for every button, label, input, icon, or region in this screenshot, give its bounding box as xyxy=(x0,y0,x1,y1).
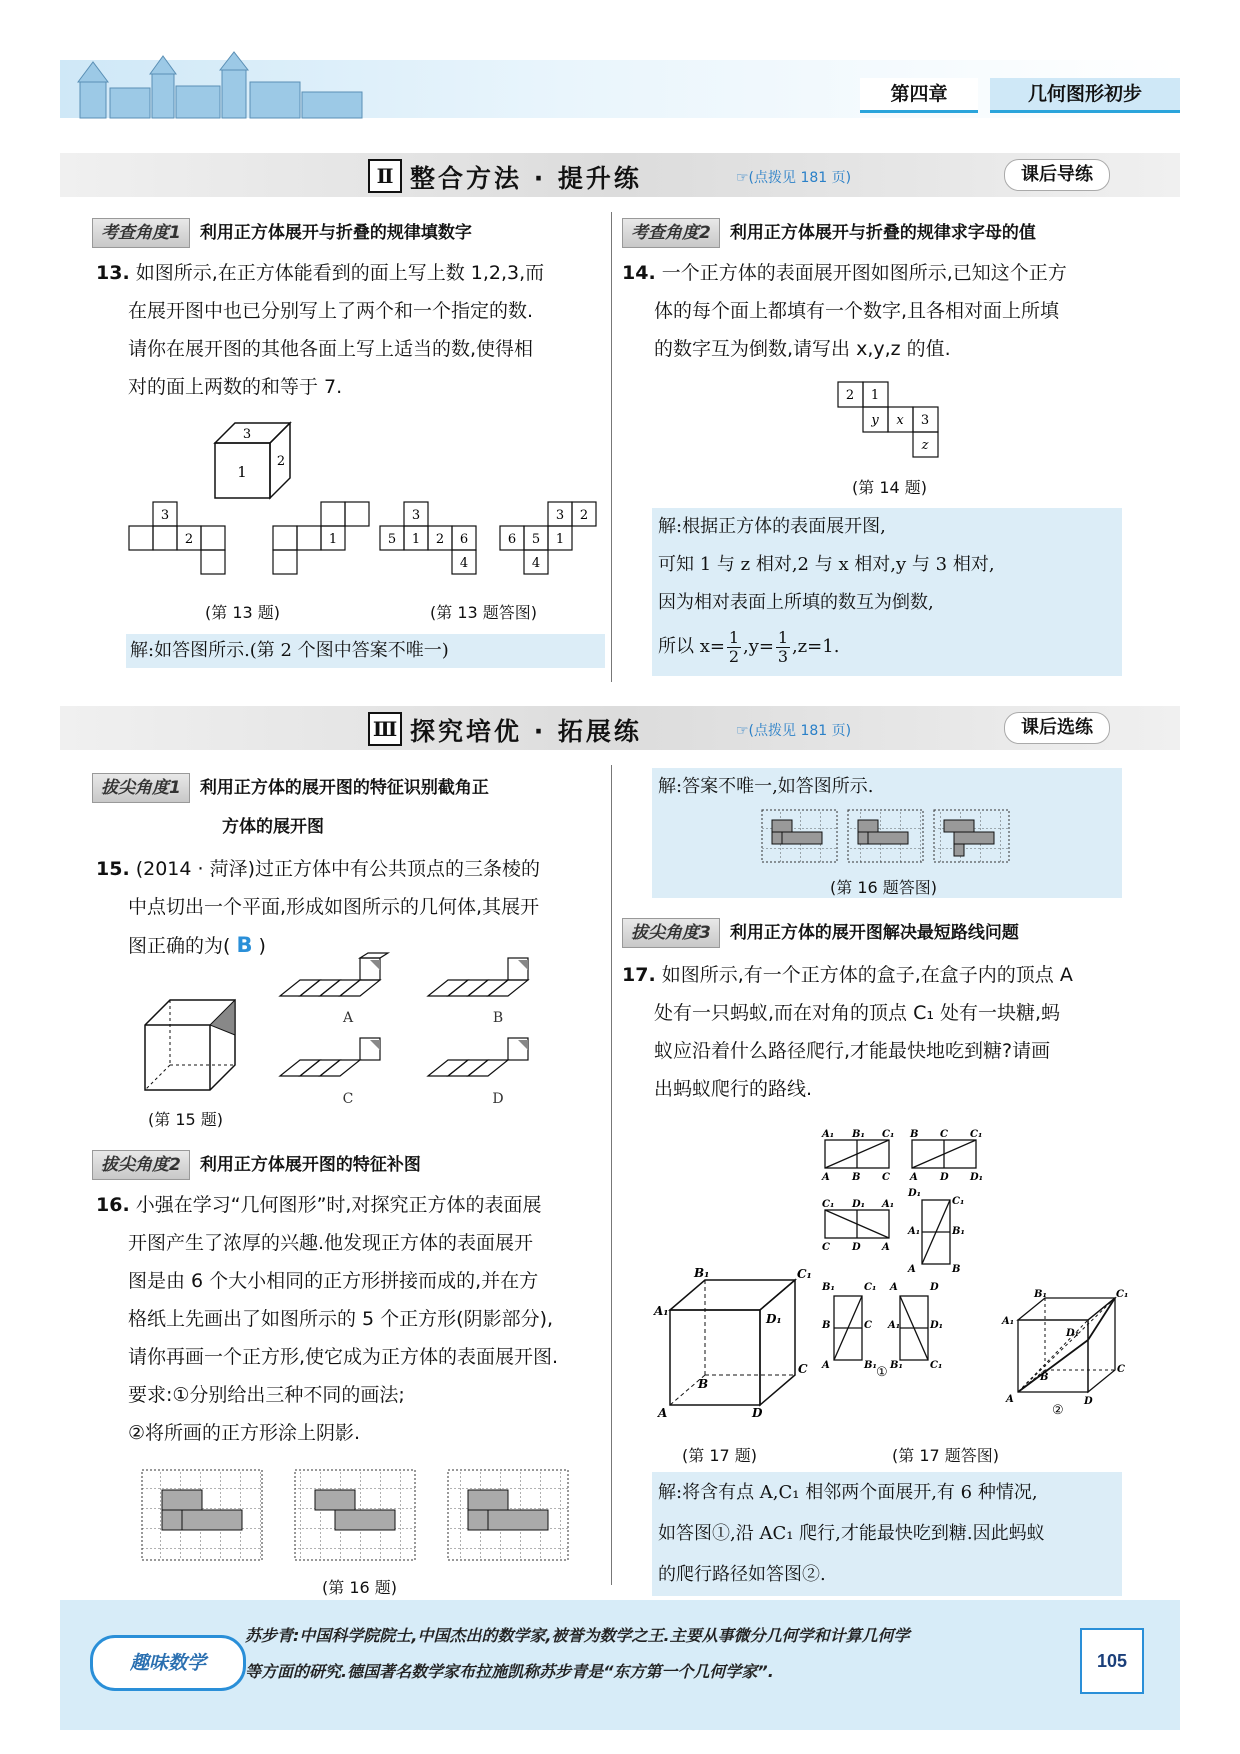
section-2-tag: 课后导练 xyxy=(1004,159,1110,191)
section-3-reference: ☞(点拨见 181 页) xyxy=(736,723,852,739)
footer-note-line: 等方面的研究.德国著名数学家布拉施凯称苏步青是“东方第一个几何学家”. xyxy=(245,1662,774,1681)
aspect-1-heading xyxy=(92,218,472,246)
svg-text:A: A xyxy=(1006,1394,1014,1405)
svg-text:B: B xyxy=(852,1172,861,1183)
aspect-3-label: 拔尖角度1 xyxy=(92,773,190,803)
svg-text:C₁: C₁ xyxy=(1116,1289,1129,1300)
aspect-5-heading xyxy=(622,918,1019,946)
svg-text:C: C xyxy=(1117,1364,1125,1375)
svg-text:A₁: A₁ xyxy=(908,1226,921,1237)
svg-text:B₁: B₁ xyxy=(694,1266,710,1280)
fraction-numerator: 1 xyxy=(777,627,789,647)
q17-caption: (第 17 题) xyxy=(682,1446,758,1465)
question-14-line: 的数字互为倒数,请写出 x,y,z 的值. xyxy=(654,338,951,360)
q14-final-prefix: 所以 x= xyxy=(658,636,725,657)
q16-caption: (第 16 题) xyxy=(322,1578,398,1597)
q13-nets-figure xyxy=(126,500,606,575)
fraction-y xyxy=(776,629,790,666)
svg-text:2: 2 xyxy=(435,532,445,547)
svg-text:A₁: A₁ xyxy=(822,1129,835,1140)
svg-text:2: 2 xyxy=(276,454,286,469)
svg-text:4: 4 xyxy=(459,556,469,571)
fraction-numerator: 1 xyxy=(728,627,740,647)
section-3-title: 探究培优 · 拓展练 xyxy=(410,717,642,746)
svg-text:B: B xyxy=(822,1320,831,1331)
svg-text:1: 1 xyxy=(328,532,338,547)
svg-text:4: 4 xyxy=(531,556,541,571)
question-15-number: 15. xyxy=(96,858,130,880)
svg-text:C: C xyxy=(882,1172,890,1183)
q17-solution-line: 解:将含有点 A,C₁ 相邻两个面展开,有 6 种情况, xyxy=(658,1482,1038,1503)
question-16-line: 开图产生了浓厚的兴趣.他发现正方体的表面展开 xyxy=(128,1232,534,1254)
question-16-line: 请你再画一个正方形,使它成为正方体的表面展开图. xyxy=(128,1346,559,1368)
footer-note-line: 苏步青:中国科学院院士,中国杰出的数学家,被誉为数学之王.主要从事微分几何学和计算几何学 xyxy=(245,1626,910,1645)
svg-text:A₁: A₁ xyxy=(654,1304,669,1318)
page-number: 105 xyxy=(1080,1628,1144,1694)
section-3-roman: Ⅲ xyxy=(368,712,402,746)
svg-text:C₁: C₁ xyxy=(797,1267,812,1281)
aspect-1-text: 利用正方体展开与折叠的规律填数字 xyxy=(199,223,472,243)
svg-text:D₁: D₁ xyxy=(908,1188,922,1199)
svg-text:A: A xyxy=(882,1242,890,1253)
svg-text:B: B xyxy=(1040,1372,1049,1383)
question-17 xyxy=(622,956,1137,1108)
question-14 xyxy=(622,254,1137,368)
aspect-4-label: 拔尖角度2 xyxy=(92,1150,190,1180)
aspect-4-heading xyxy=(92,1150,421,1178)
q15-truncated-cube xyxy=(140,995,250,1105)
question-15-line: (2014 · 菏泽)过正方体中有公共顶点的三条棱的 xyxy=(135,858,541,880)
chapter-number: 第四章 xyxy=(860,78,978,113)
question-17-line: 出蚂蚁爬行的路线. xyxy=(654,1078,813,1100)
svg-text:A₁: A₁ xyxy=(1002,1316,1015,1327)
section-2-title: 整合方法 · 提升练 xyxy=(410,164,642,193)
svg-text:3: 3 xyxy=(242,427,252,442)
svg-text:1: 1 xyxy=(555,532,565,547)
question-14-number: 14. xyxy=(622,262,656,284)
q17-solution-line: 如答图①,沿 AC₁ 爬行,才能最快吃到糖.因此蚂蚁 xyxy=(658,1523,1045,1544)
svg-text:D₁: D₁ xyxy=(766,1312,782,1326)
q16-grids-figure xyxy=(140,1468,590,1568)
svg-text:B₁: B₁ xyxy=(952,1226,965,1237)
svg-text:B₁: B₁ xyxy=(852,1129,865,1140)
svg-text:B₁: B₁ xyxy=(822,1282,835,1293)
svg-text:B: B xyxy=(698,1377,709,1391)
svg-text:D: D xyxy=(852,1242,861,1253)
q14-solution-final xyxy=(652,622,1122,672)
svg-text:D: D xyxy=(1084,1396,1093,1407)
svg-text:C: C xyxy=(822,1242,830,1253)
q13-solution: 解:如答图所示.(第 2 个图中答案不唯一) xyxy=(126,634,605,668)
question-13 xyxy=(96,254,606,406)
svg-text:D: D xyxy=(930,1282,939,1293)
q17-answer-caption: (第 17 题答图) xyxy=(892,1446,1000,1465)
svg-text:D₁: D₁ xyxy=(970,1172,984,1183)
column-divider xyxy=(611,765,612,1585)
question-16-line: 小强在学习“几何图形”时,对探究正方体的表面展 xyxy=(135,1194,542,1216)
q17-answer-nets xyxy=(820,1128,990,1378)
svg-text:1: 1 xyxy=(411,532,421,547)
svg-text:6: 6 xyxy=(459,532,469,547)
castle-illustration xyxy=(60,48,390,122)
svg-text:2: 2 xyxy=(845,388,855,403)
q13-caption: (第 13 题) xyxy=(205,603,281,622)
svg-text:D: D xyxy=(752,1406,763,1420)
svg-text:2: 2 xyxy=(579,508,589,523)
q14-solution-line: 解:根据正方体的表面展开图, xyxy=(658,516,886,537)
q16-solution: 解:答案不唯一,如答图所示. xyxy=(658,776,874,797)
svg-text:3: 3 xyxy=(920,413,930,428)
svg-text:D₁: D₁ xyxy=(852,1199,866,1210)
question-14-line: 体的每个面上都填有一个数字,且各相对面上所填 xyxy=(654,300,1060,322)
svg-text:A: A xyxy=(822,1172,830,1183)
question-16-line: 格纸上先画出了如图所示的 5 个正方形(阴影部分), xyxy=(128,1308,554,1330)
section-2-roman: Ⅱ xyxy=(368,159,402,193)
svg-text:C: C xyxy=(864,1320,872,1331)
section-3-tag: 课后选练 xyxy=(1004,712,1110,744)
aspect-2-label: 考查角度2 xyxy=(622,218,720,248)
question-17-line: 如图所示,有一个正方体的盒子,在盒子内的顶点 A xyxy=(661,964,1073,986)
svg-text:A₁: A₁ xyxy=(882,1199,895,1210)
q14-solution-line: 可知 1 与 z 相对,2 与 x 相对,y 与 3 相对, xyxy=(658,554,995,575)
svg-text:2: 2 xyxy=(184,532,194,547)
q14-y-prefix: ,y= xyxy=(742,636,774,657)
fun-math-logo-text: 趣味数学 xyxy=(90,1635,246,1691)
aspect-2-heading xyxy=(622,218,1036,246)
question-16-number: 16. xyxy=(96,1194,130,1216)
q15-close-paren: ) xyxy=(258,935,266,957)
svg-text:C₁: C₁ xyxy=(952,1196,965,1207)
q15-caption: (第 15 题) xyxy=(148,1110,224,1129)
aspect-5-text: 利用正方体的展开图解决最短路线问题 xyxy=(729,923,1019,943)
q15-options-figure xyxy=(278,958,588,1108)
svg-text:B: B xyxy=(952,1264,961,1275)
svg-text:3: 3 xyxy=(555,508,565,523)
q16-answer-grids xyxy=(760,808,1015,866)
q15-option-label: C xyxy=(342,1091,354,1107)
q15-option-label: B xyxy=(492,1010,504,1026)
svg-text:C₁: C₁ xyxy=(930,1360,943,1371)
question-17-line: 蚁应沿着什么路径爬行,才能最快地吃到糖?请画 xyxy=(654,1040,1051,1062)
svg-text:6: 6 xyxy=(507,532,517,547)
section-3-bar xyxy=(60,706,1180,750)
svg-text:5: 5 xyxy=(531,532,541,547)
svg-text:A: A xyxy=(658,1406,668,1420)
q17-solution-line: 的爬行路径如答图②. xyxy=(658,1564,826,1585)
section-2-reference: ☞(点拨见 181 页) xyxy=(736,170,852,186)
fraction-denominator: 2 xyxy=(728,646,740,666)
chapter-tab xyxy=(860,78,1180,112)
svg-text:A: A xyxy=(890,1282,898,1293)
question-15-line: 图正确的为( xyxy=(128,935,231,957)
circled-one: ① xyxy=(876,1365,888,1380)
q15-option-label: D xyxy=(492,1091,504,1107)
svg-text:B: B xyxy=(910,1129,919,1140)
svg-text:D: D xyxy=(940,1172,949,1183)
svg-text:B₁: B₁ xyxy=(864,1360,877,1371)
q16-answer-caption: (第 16 题答图) xyxy=(830,878,938,897)
svg-text:B₁: B₁ xyxy=(1034,1289,1047,1300)
svg-text:3: 3 xyxy=(160,508,170,523)
svg-text:D₁: D₁ xyxy=(930,1320,944,1331)
question-17-number: 17. xyxy=(622,964,656,986)
aspect-4-text: 利用正方体展开图的特征补图 xyxy=(199,1155,421,1175)
svg-text:x: x xyxy=(896,413,904,428)
svg-text:C: C xyxy=(798,1362,808,1376)
q17-solution-box xyxy=(652,1472,1122,1596)
q14-solution-line: 因为相对表面上所填的数互为倒数, xyxy=(658,592,934,613)
column-divider xyxy=(611,212,612,682)
svg-text:z: z xyxy=(921,438,929,453)
q13-answer-caption: (第 13 题答图) xyxy=(430,603,538,622)
question-14-line: 一个正方体的表面展开图如图所示,已知这个正方 xyxy=(661,262,1067,284)
section-2-bar xyxy=(60,153,1180,197)
svg-text:C: C xyxy=(940,1129,948,1140)
chapter-title: 几何图形初步 xyxy=(990,78,1180,113)
svg-text:A: A xyxy=(908,1264,916,1275)
question-17-line: 处有一只蚂蚁,而在对角的顶点 C₁ 处有一块糖,蚂 xyxy=(654,1002,1061,1024)
q17-answer-cube xyxy=(1000,1289,1129,1418)
svg-text:D₁: D₁ xyxy=(1066,1328,1080,1339)
aspect-3-heading xyxy=(92,773,489,801)
q14-solution-box xyxy=(652,508,1122,676)
svg-text:1: 1 xyxy=(870,388,880,403)
question-15-line: 中点切出一个平面,形成如图所示的几何体,其展开 xyxy=(128,896,540,918)
q14-final-suffix: ,z=1. xyxy=(791,636,840,657)
page-number-badge xyxy=(1080,1628,1140,1690)
aspect-2-text: 利用正方体展开与折叠的规律求字母的值 xyxy=(729,223,1036,243)
aspect-3-text-continued: 方体的展开图 xyxy=(222,817,324,837)
q14-caption: (第 14 题) xyxy=(852,478,928,497)
svg-text:C₁: C₁ xyxy=(882,1129,895,1140)
question-13-number: 13. xyxy=(96,262,130,284)
question-13-line: 对的面上两数的和等于 7. xyxy=(128,376,343,398)
svg-text:A₁: A₁ xyxy=(888,1320,901,1331)
circled-two: ② xyxy=(1052,1403,1064,1418)
question-13-line: 如图所示,在正方体能看到的面上写上数 1,2,3,而 xyxy=(135,262,545,284)
fraction-x xyxy=(727,629,741,666)
q17-cube-figure xyxy=(650,1265,812,1420)
svg-text:C₁: C₁ xyxy=(970,1129,983,1140)
fraction-denominator: 3 xyxy=(777,646,789,666)
svg-text:A: A xyxy=(910,1172,918,1183)
question-16 xyxy=(96,1186,611,1452)
q15-option-label: A xyxy=(342,1010,354,1026)
fun-math-logo xyxy=(90,1635,240,1691)
q13-cube-figure xyxy=(205,415,295,500)
aspect-3-text: 利用正方体的展开图的特征识别截角正 xyxy=(199,778,489,798)
footer-note xyxy=(245,1618,1075,1690)
svg-text:3: 3 xyxy=(411,508,421,523)
svg-text:B₁: B₁ xyxy=(890,1360,903,1371)
aspect-1-label: 考查角度1 xyxy=(92,218,190,248)
question-13-line: 请你在展开图的其他各面上写上适当的数,使得相 xyxy=(128,338,534,360)
svg-text:1: 1 xyxy=(237,463,247,481)
q14-net-figure xyxy=(836,380,946,460)
svg-text:C₁: C₁ xyxy=(864,1282,877,1293)
svg-text:A: A xyxy=(822,1360,830,1371)
question-16-line: 要求:①分别给出三种不同的画法; xyxy=(128,1384,405,1406)
q15-answer: B xyxy=(236,933,253,957)
svg-text:5: 5 xyxy=(387,532,397,547)
svg-text:C₁: C₁ xyxy=(822,1199,835,1210)
question-16-line: 图是由 6 个大小相同的正方形拼接而成的,并在方 xyxy=(128,1270,539,1292)
question-15 xyxy=(96,850,606,965)
svg-text:y: y xyxy=(871,413,879,428)
question-13-line: 在展开图中也已分别写上了两个和一个指定的数. xyxy=(128,300,534,322)
aspect-5-label: 拔尖角度3 xyxy=(622,918,720,948)
question-16-line: ②将所画的正方形涂上阴影. xyxy=(128,1422,361,1444)
